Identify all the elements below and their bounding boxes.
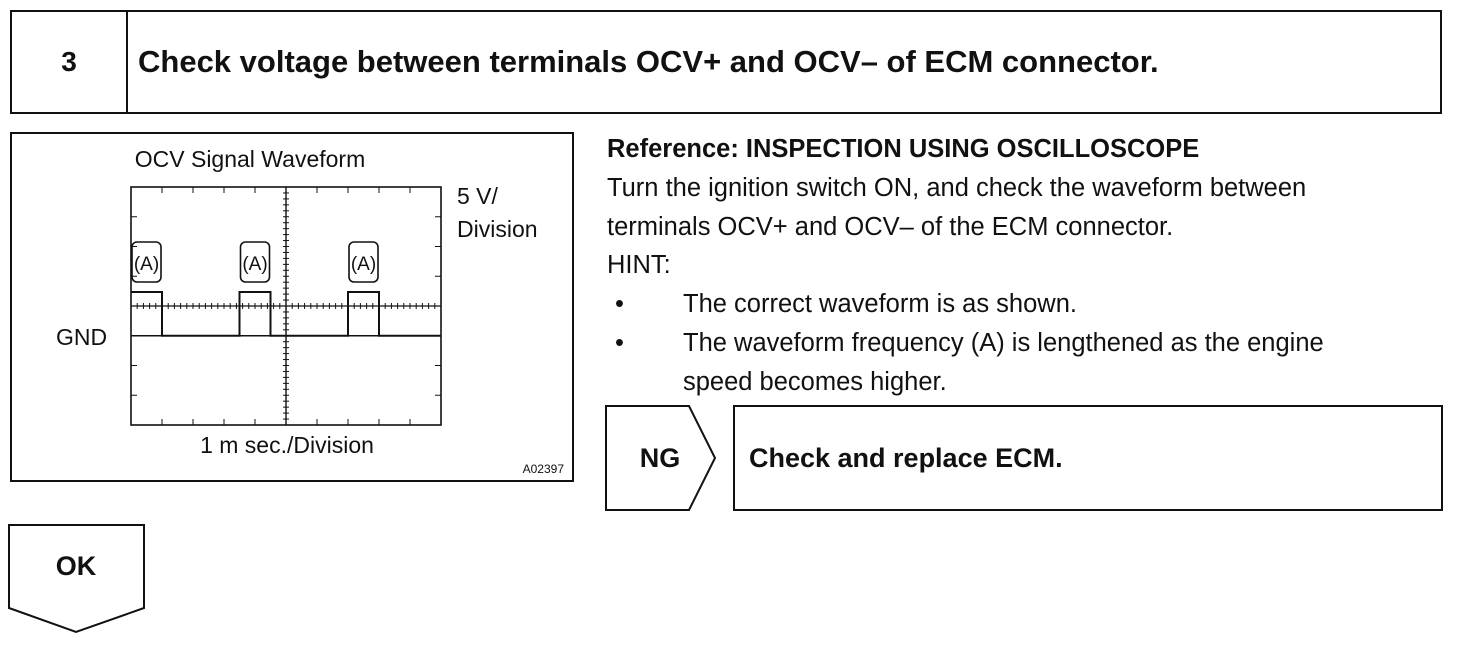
waveform-diagram [12,134,572,480]
hint-label: HINT: [607,251,671,280]
ng-result-text: Check and replace ECM. [749,442,1063,473]
figure-title: OCV Signal Waveform [134,146,366,172]
bullet-icon: • [615,290,624,319]
hint-item [607,285,1457,324]
pulse-labels [132,242,378,282]
ground-label: GND [56,324,108,350]
reference-block [607,130,1457,402]
hint-text-continuation: speed becomes higher. [683,367,947,396]
step-title: Check voltage between terminals OCV+ and OCV– of ECM connector. [138,44,1159,79]
reference-instruction-line2: terminals OCV+ and OCV– of the ECM connector. [607,212,1174,241]
ng-label: NG [639,442,681,473]
ng-result-box [733,405,1443,511]
reference-instruction-line1: Turn the ignition switch ON, and check the waveform between [607,173,1307,202]
figure-code: A02397 [522,462,564,476]
step-header [10,10,1442,114]
hint-text: The waveform frequency (A) is lengthened as the engine [683,328,1324,357]
time-scale-label: 1 m sec./Division [200,432,374,458]
pulse-label: (A) [242,254,268,275]
waveform-figure [10,132,574,482]
ok-label: OK [55,550,97,581]
voltage-scale-line2: Division [457,216,538,242]
voltage-scale-line1: 5 V/ [457,183,498,209]
pulse-label: (A) [350,254,377,275]
hint-item [607,324,1457,402]
step-number: 3 [12,12,128,112]
oscilloscope-grid [131,187,441,425]
bullet-icon: • [615,328,624,357]
reference-heading: Reference: INSPECTION USING OSCILLOSCOPE [607,135,1200,163]
pulse-label: (A) [133,254,160,275]
hint-text: The correct waveform is as shown. [683,290,1077,319]
